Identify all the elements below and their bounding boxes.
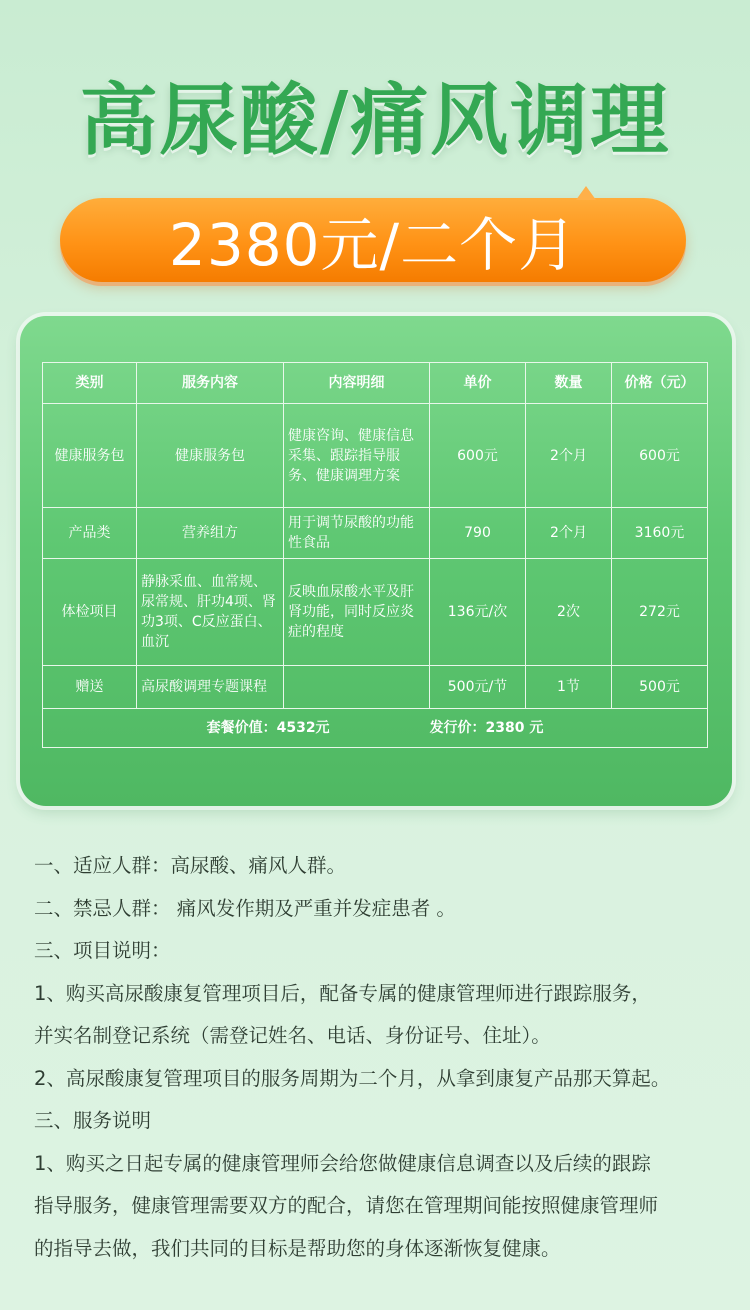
category-cell: 产品类 [43, 508, 137, 558]
description-line: 1、购买之日起专属的健康管理师会给您做健康信息调查以及后续的跟踪 [34, 1151, 651, 1175]
header-cell: 服务内容 [137, 363, 284, 404]
price-banner-text: 2380元/二个月 [168, 211, 578, 279]
price-cell: 272元 [612, 558, 708, 666]
unit-price-cell: 500元/节 [430, 666, 526, 708]
description-line: 2、高尿酸康复管理项目的服务周期为二个月，从拿到康复产品那天算起。 [34, 1066, 671, 1090]
price-banner [60, 198, 686, 282]
table-header-row [43, 363, 708, 404]
table-row [43, 508, 708, 558]
table-row [43, 666, 708, 708]
price-cell: 500元 [612, 666, 708, 708]
description [34, 845, 734, 1270]
quantity-cell: 1节 [526, 666, 612, 708]
price-cell: 3160元 [612, 508, 708, 558]
quantity-cell: 2个月 [526, 404, 612, 508]
description-line: 并实名制登记系统（需登记姓名、电话、身份证号、住址）。 [34, 1024, 551, 1047]
package-value: 套餐价值：4532元 [206, 719, 330, 736]
unit-price-cell: 600元 [430, 404, 526, 508]
banner-tip [576, 186, 596, 200]
header-cell: 内容明细 [284, 363, 430, 404]
description-line: 指导服务，健康管理需要双方的配合，请您在管理期间能按照健康管理师 [34, 1194, 659, 1217]
quantity-cell: 2次 [526, 558, 612, 666]
content-cell: 健康服务包 [137, 404, 284, 508]
header-cell: 类别 [43, 363, 137, 404]
detail-cell [284, 666, 430, 708]
description-line: 一、适应人群：高尿酸、痛风人群。 [34, 854, 347, 877]
detail-cell: 反映血尿酸水平及肝肾功能，同时反应炎症的程度 [284, 558, 430, 666]
issue-price: 发行价：2380 元 [429, 719, 544, 736]
description-line: 二、禁忌人群： 痛风发作期及严重并发症患者 。 [34, 896, 456, 920]
category-cell: 健康服务包 [43, 404, 137, 508]
unit-price-cell: 136元/次 [430, 558, 526, 666]
price-cell: 600元 [612, 404, 708, 508]
detail-cell: 用于调节尿酸的功能性食品 [284, 508, 430, 558]
service-table [42, 362, 708, 748]
header-cell: 数量 [526, 363, 612, 404]
table-row [43, 404, 708, 508]
table-row [43, 558, 708, 666]
category-cell: 体检项目 [43, 558, 137, 666]
content-cell: 高尿酸调理专题课程 [137, 666, 284, 708]
description-line: 的指导去做，我们共同的目标是帮助您的身体逐渐恢复健康。 [34, 1236, 561, 1260]
description-line: 三、服务说明 [34, 1109, 152, 1132]
description-line: 三、项目说明： [34, 939, 171, 962]
table-footer-row [43, 708, 708, 747]
unit-price-cell: 790 [430, 508, 526, 558]
quantity-cell: 2个月 [526, 508, 612, 558]
table-footer [43, 708, 708, 747]
content-cell: 营养组方 [137, 508, 284, 558]
header-cell: 单价 [430, 363, 526, 404]
header-cell: 价格（元） [612, 363, 708, 404]
content-cell: 静脉采血、血常规、尿常规、肝功4项、肾功3项、C反应蛋白、血沉 [137, 558, 284, 666]
page-title: 高尿酸/痛风调理 [79, 76, 671, 166]
detail-cell: 健康咨询、健康信息采集、跟踪指导服务、健康调理方案 [284, 404, 430, 508]
category-cell: 赠送 [43, 666, 137, 708]
description-line: 1、购买高尿酸康复管理项目后，配备专属的健康管理师进行跟踪服务， [34, 981, 651, 1005]
